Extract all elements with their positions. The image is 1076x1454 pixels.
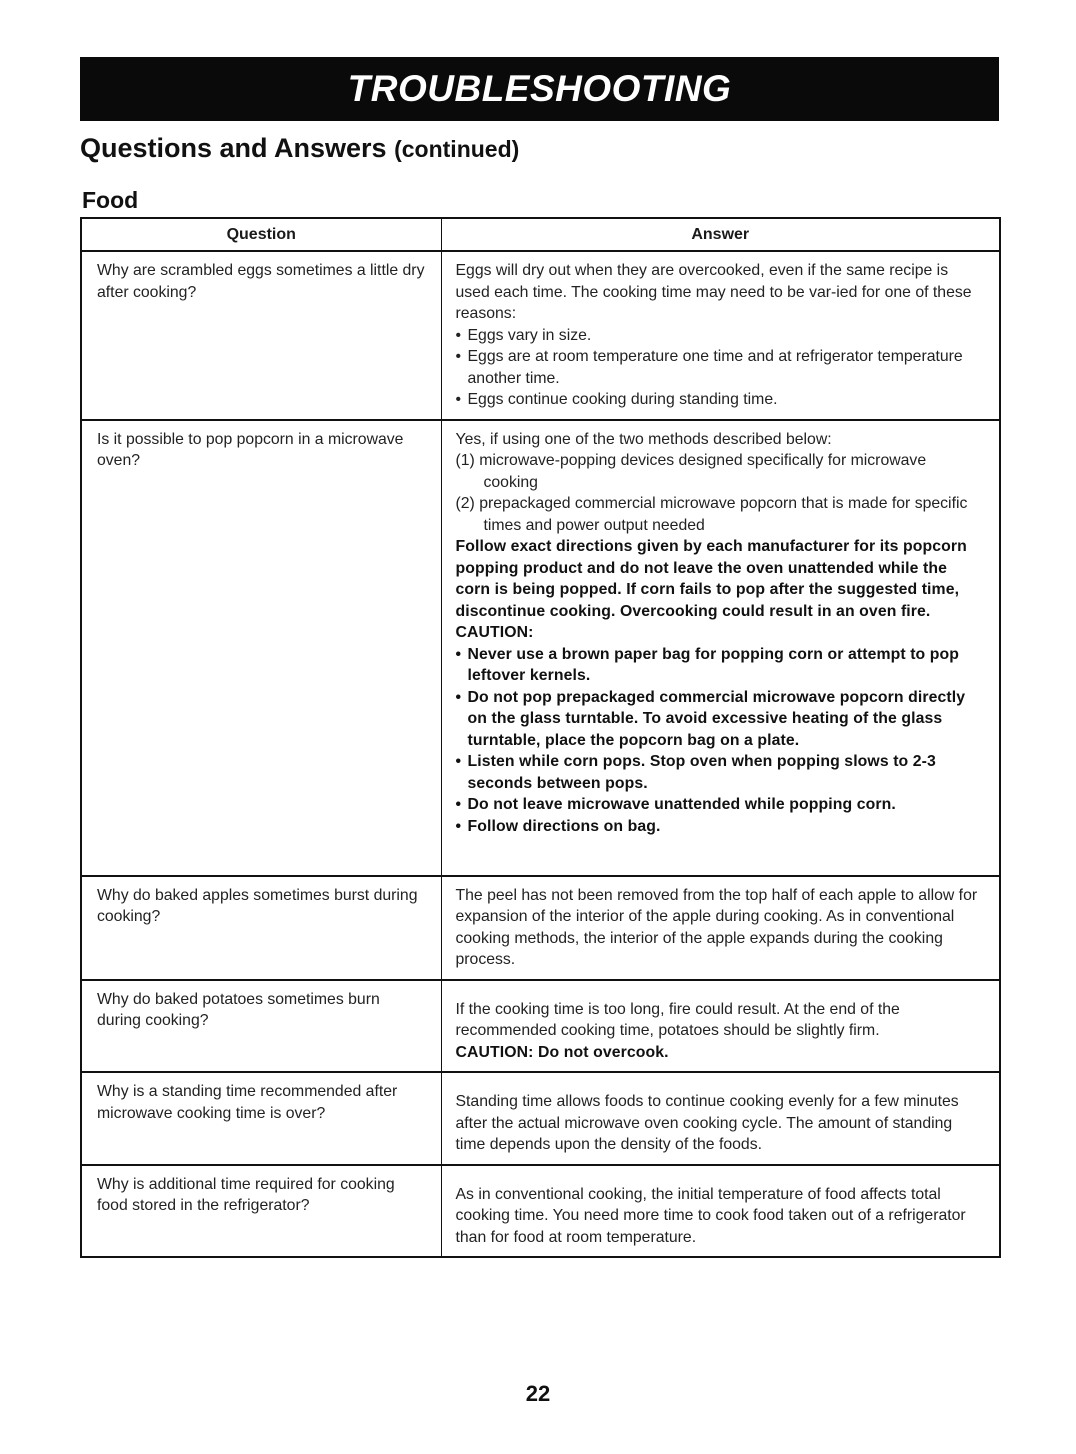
list-item: • Eggs continue cooking during standing time. bbox=[456, 389, 982, 411]
qa-table bbox=[80, 217, 1001, 1258]
banner-title: TROUBLESHOOTING bbox=[347, 68, 732, 109]
answer-cell bbox=[441, 980, 1000, 1073]
list-item: • Do not leave microwave unattended while popping corn. bbox=[456, 794, 982, 816]
caution-label: CAUTION: bbox=[455, 624, 534, 641]
question-cell bbox=[81, 980, 441, 1073]
list-text: microwave-popping devices designed specifically for microwave cooking bbox=[479, 452, 927, 491]
table-row bbox=[81, 876, 1000, 980]
answer-cell bbox=[441, 1165, 1000, 1258]
table-row bbox=[81, 251, 1000, 420]
list-item bbox=[456, 450, 982, 493]
subsection-title: Food bbox=[82, 187, 139, 213]
list-item: • Do not pop prepackaged commercial microwave popcorn directly on the glass turntable. To avoid excessive heating of the glass turntable, place the popcorn bag on a plate. bbox=[456, 687, 982, 752]
list-item: • Eggs vary in size. bbox=[456, 325, 982, 347]
section-subtitle: (continued) bbox=[394, 136, 520, 162]
table-row bbox=[81, 1072, 1000, 1165]
troubleshooting-banner bbox=[80, 57, 999, 121]
question-text: Why are scrambled eggs sometimes a little dry after cooking? bbox=[97, 262, 425, 301]
list-number: (1) bbox=[455, 452, 475, 469]
answer-text: Eggs will dry out when they are overcooked, even if the same recipe is used each time. The cooking time may need to be var-ied for one of these reasons: bbox=[455, 262, 972, 322]
table-row bbox=[81, 420, 1000, 876]
section-title-text: Questions and Answers bbox=[80, 133, 387, 163]
answer-cell bbox=[441, 420, 1000, 876]
question-cell bbox=[81, 1165, 441, 1258]
question-text: Why do baked potatoes sometimes burn during cooking? bbox=[97, 990, 380, 1029]
answer-cell bbox=[441, 251, 1000, 420]
list-number: (2) bbox=[455, 495, 475, 512]
list-item: • Eggs are at room temperature one time and at refrigerator temperature another time. bbox=[456, 346, 982, 389]
answer-text: The peel has not been removed from the top half of each apple to allow for expansion of the interior of the apple during cooking. As in conventional cooking methods, the interior of the apple expands during the cooking process. bbox=[455, 886, 978, 968]
answer-text: As in conventional cooking, the initial temperature of food affects total cooking time. You need more time to cook food taken out of a refrigerator than for food at room temperature. bbox=[455, 1185, 966, 1246]
answer-column-header: Answer bbox=[441, 218, 1000, 251]
question-text: Why do baked apples sometimes burst during cooking? bbox=[97, 886, 418, 925]
section-title bbox=[80, 133, 519, 164]
question-text: Why is a standing time recommended after microwave cooking time is over? bbox=[97, 1083, 398, 1122]
answer-cell bbox=[441, 1072, 1000, 1165]
answer-text: Yes, if using one of the two methods described below: bbox=[455, 430, 832, 448]
list-item: • Follow directions on bag. bbox=[456, 816, 982, 838]
list-item bbox=[456, 493, 982, 536]
question-text: Is it possible to pop popcorn in a microwave oven? bbox=[97, 430, 404, 469]
question-text: Why is additional time required for cooking food stored in the refrigerator? bbox=[97, 1175, 395, 1214]
answer-bullet-list bbox=[456, 325, 982, 411]
question-cell bbox=[81, 420, 441, 876]
answer-text: If the cooking time is too long, fire could result. At the end of the recommended cooking time, potatoes should be slightly firm. bbox=[455, 1000, 900, 1039]
question-cell bbox=[81, 876, 441, 980]
table-header-row bbox=[81, 218, 1000, 251]
table-row bbox=[81, 980, 1000, 1073]
question-column-header: Question bbox=[81, 218, 441, 251]
caution-text: CAUTION: Do not overcook. bbox=[455, 1043, 669, 1061]
page-number: 22 bbox=[525, 1381, 551, 1406]
question-cell bbox=[81, 1072, 441, 1165]
answer-cell bbox=[441, 876, 1000, 980]
answer-text: Standing time allows foods to continue cooking evenly for a few minutes after the actual microwave oven cooking cycle. The amount of standing time depends upon the density of the foods. bbox=[455, 1093, 959, 1153]
list-item: • Listen while corn pops. Stop oven when popping slows to 2-3 seconds between pops. bbox=[456, 751, 982, 794]
answer-numbered-list bbox=[456, 450, 982, 536]
question-cell bbox=[81, 251, 441, 420]
list-text: prepackaged commercial microwave popcorn that is made for specific times and power output needed bbox=[479, 495, 968, 534]
list-item: • Never use a brown paper bag for popping corn or attempt to pop leftover kernels. bbox=[456, 644, 982, 687]
warning-text: Follow exact directions given by each manufacturer for its popcorn popping product and do not leave the oven unattended while the corn is being popped. If corn fails to pop after the suggested time, discontinue cooking. Overcooking could result in an oven fire. bbox=[455, 538, 967, 620]
table-row bbox=[81, 1165, 1000, 1258]
caution-bullet-list bbox=[456, 644, 982, 838]
